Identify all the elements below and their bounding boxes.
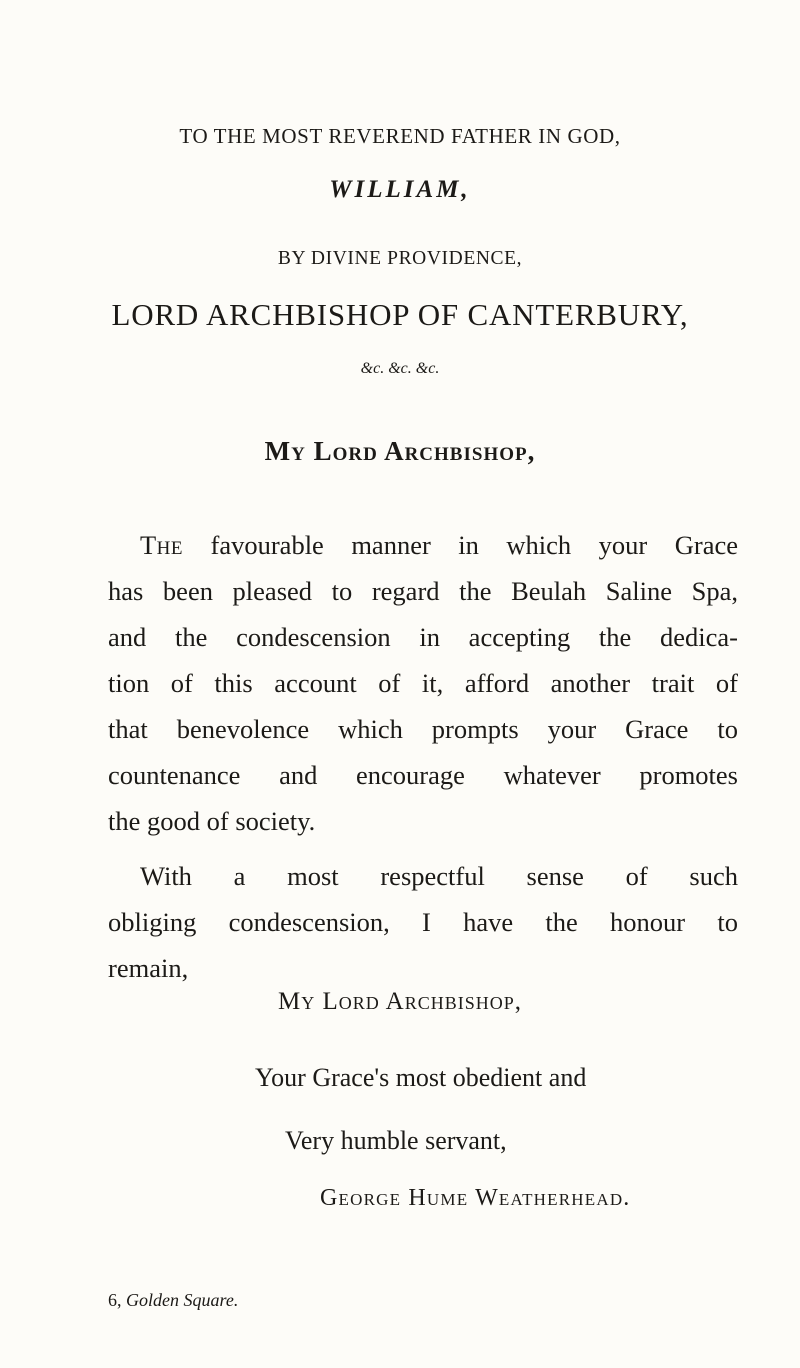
paragraph-line: has been pleased to regard the Beulah Saline Spa, xyxy=(108,576,738,606)
closing-line-1: Your Grace's most obedient and xyxy=(255,1063,587,1092)
address-street: Golden Square. xyxy=(126,1290,239,1310)
signature: George Hume Weatherhead. xyxy=(320,1185,631,1211)
paragraph-line: countenance and encourage whatever promotes xyxy=(108,760,738,790)
paragraph-line: tion of this account of it, afford another trait of xyxy=(108,668,738,698)
closing-salutation: My Lord Archbishop, xyxy=(278,988,522,1015)
closing-line-2: Very humble servant, xyxy=(285,1126,507,1155)
paragraph-line: The favourable manner in which your Grace xyxy=(140,530,738,560)
paragraph-line: obliging condescension, I have the honour to xyxy=(108,907,738,937)
dedication-etc: &c. &c. &c. xyxy=(360,360,440,377)
address xyxy=(108,1290,238,1311)
paragraph-2 xyxy=(108,853,738,991)
paragraph-1 xyxy=(108,522,738,844)
paragraph-line: the good of society. xyxy=(108,806,316,836)
paragraph-line: remain, xyxy=(108,953,189,983)
paragraph-line: and the condescension in accepting the dedica- xyxy=(108,622,738,652)
paragraph-lead-word: The xyxy=(140,530,184,560)
address-number: 6, xyxy=(108,1290,122,1310)
salutation: My Lord Archbishop, xyxy=(264,436,536,466)
dedication-to-line: TO THE MOST REVEREND FATHER IN GOD, xyxy=(179,124,621,148)
paragraph-line: that benevolence which prompts your Grace to xyxy=(108,714,738,744)
dedication-title: LORD ARCHBISHOP OF CANTERBURY, xyxy=(111,297,689,332)
dedication-name: WILLIAM, xyxy=(329,176,471,203)
dedication-divine-line: BY DIVINE PROVIDENCE, xyxy=(277,248,523,269)
paragraph-line: With a most respectful sense of such xyxy=(140,861,738,891)
